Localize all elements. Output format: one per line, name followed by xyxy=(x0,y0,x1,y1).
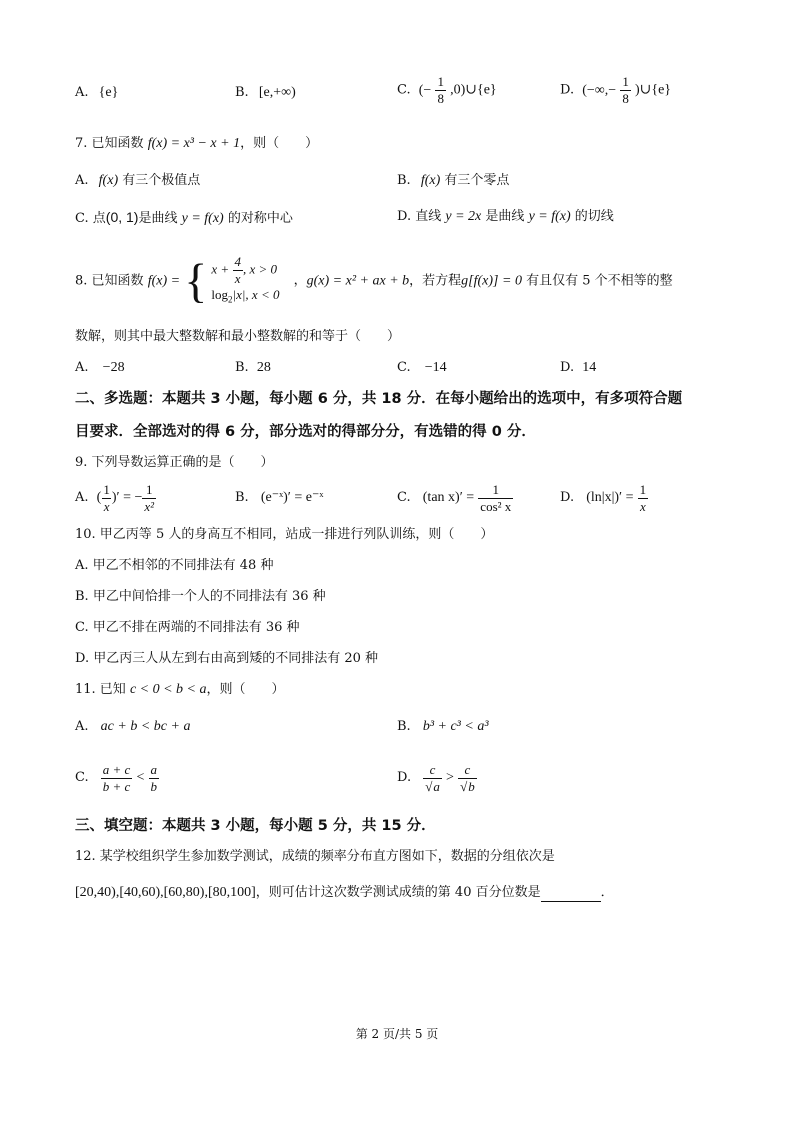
option-text: 是曲线 xyxy=(485,209,525,224)
case-1 xyxy=(211,254,279,286)
q10-option-a: A. 甲乙不相邻的不同排法有 48 种 xyxy=(75,558,274,573)
option-label: C. xyxy=(397,490,411,505)
fraction-denominator: b + c xyxy=(102,778,131,794)
section-3-heading: 三、填空题：本题共 3 小题，每小题 5 分，共 15 分． xyxy=(75,818,436,834)
fraction-numerator: a + c xyxy=(102,761,131,777)
option-label: B. xyxy=(397,173,411,188)
option-label: D. xyxy=(397,770,412,785)
q7-stem xyxy=(75,135,318,153)
gx-def: g(x) = x² + ax + b xyxy=(306,273,410,289)
fraction xyxy=(435,74,446,107)
q11-stem xyxy=(75,681,285,699)
option-point: (0, 1) xyxy=(105,209,139,225)
option-expr-pre: (− xyxy=(418,82,432,98)
option-label: A. xyxy=(75,490,89,505)
answer-blank[interactable] xyxy=(541,887,601,902)
option-text: 的对称中心 xyxy=(227,211,293,226)
case-2-rest: |x|, x < 0 xyxy=(232,287,280,302)
option-expr-pre: (−∞,− xyxy=(582,82,617,98)
fraction-denominator: 8 xyxy=(437,91,444,106)
q10-stem: 10. 甲乙丙等 5 人的身高互不相同，站成一排进行列队训练，则（ ） xyxy=(75,527,494,542)
option-text: 点 xyxy=(92,211,106,226)
option-text: 有三个零点 xyxy=(444,173,510,188)
q6-option-a xyxy=(75,84,118,102)
option-text: 是曲线 xyxy=(138,211,178,226)
q7-option-a xyxy=(75,172,200,190)
fraction-numerator: 1 xyxy=(103,481,110,497)
option-math: f(x) xyxy=(420,173,441,188)
option-label: A. xyxy=(75,173,89,188)
piecewise-cases xyxy=(211,254,279,309)
fraction-numerator: a xyxy=(150,761,157,777)
fraction-denominator: x xyxy=(640,498,646,514)
option-math: ac + b < bc + a xyxy=(100,719,191,734)
option-math: y = f(x) xyxy=(528,209,571,224)
option-op: < xyxy=(136,770,145,785)
fraction xyxy=(142,482,156,515)
q8-option-d xyxy=(560,359,596,377)
option-label: A. xyxy=(75,719,89,734)
option-expr: (tan x)′ = xyxy=(422,490,475,505)
option-label: C. xyxy=(397,82,411,98)
option-expr-post: ,0)∪{e} xyxy=(450,82,497,98)
q8-option-c xyxy=(397,359,447,377)
case-2-sub: 2 xyxy=(228,294,233,305)
option-label: A. xyxy=(75,360,89,375)
fx-label: f(x) = xyxy=(147,273,181,289)
stem-math: c < 0 < b < a xyxy=(129,682,207,697)
option-label: D. xyxy=(560,360,575,375)
option-math: y = 2x xyxy=(445,209,482,224)
fraction-numerator: 4 xyxy=(234,254,241,269)
fraction-numerator: 1 xyxy=(639,481,647,497)
q12-stem-line2 xyxy=(75,884,614,902)
sqrt-radicand: a xyxy=(433,778,440,794)
q8-stem-line2: 数解，则其中最大整数解和最小整数解的和等于（ ） xyxy=(75,329,401,344)
option-text: 有三个极值点 xyxy=(122,173,201,188)
option-label: C. xyxy=(75,211,89,226)
option-expr: {e} xyxy=(98,85,119,100)
fraction xyxy=(638,482,649,515)
option-value: 14 xyxy=(582,360,597,375)
option-math: b³ + c³ < a³ xyxy=(422,719,489,734)
fraction xyxy=(101,482,112,515)
fraction-numerator: 1 xyxy=(622,74,629,89)
option-op: > xyxy=(446,770,454,785)
stem-text: ，则可估计这次数学测试成绩的第 40 百分位数是 xyxy=(255,885,541,900)
option-label: C. xyxy=(75,770,89,785)
option-label: D. xyxy=(560,82,575,98)
option-expr-post: )∪{e} xyxy=(634,82,671,98)
option-label: B. xyxy=(235,360,249,375)
q11-option-a xyxy=(75,718,190,736)
q10-option-d: D. 甲乙丙三人从左到右由高到矮的不同排法有 20 种 xyxy=(75,651,379,666)
fraction-numerator: 1 xyxy=(145,481,153,497)
fraction xyxy=(101,762,133,795)
stem-text: 11. 已知 xyxy=(75,682,126,697)
fraction-numerator: c xyxy=(429,761,436,777)
stem-suffix: ，则（ ） xyxy=(206,682,285,697)
section-2-heading-line2: 目要求．全部选对的得 6 分，部分选对的得部分分，有选错的得 0 分． xyxy=(75,424,536,440)
fraction-numerator: 1 xyxy=(492,481,500,497)
q7-option-d xyxy=(397,208,614,226)
piecewise-brace: { xyxy=(184,254,208,308)
fraction-denominator: x xyxy=(234,271,241,286)
sqrt-radicand: b xyxy=(468,778,475,794)
option-expr: [e,+∞) xyxy=(258,85,296,100)
case-2-log: log xyxy=(211,287,229,302)
option-expr: (e⁻ˣ)′ = e⁻ˣ xyxy=(260,490,324,505)
q7-option-c xyxy=(75,208,293,228)
stem-math: f(x) = x³ − x + 1 xyxy=(147,136,241,151)
case-2 xyxy=(211,286,279,309)
fraction xyxy=(423,762,442,795)
option-expr: (ln|x|)′ = xyxy=(586,490,634,505)
option-label: C. xyxy=(397,360,411,375)
option-text: 的切线 xyxy=(574,209,614,224)
fraction-denominator: √b xyxy=(460,778,475,794)
fraction-numerator: c xyxy=(464,761,471,777)
stem-text: 有且仅有 5 个不相等的整 xyxy=(526,273,673,289)
q11-option-c xyxy=(75,760,159,797)
q10-option-c: C. 甲乙不排在两端的不同排法有 36 种 xyxy=(75,620,300,635)
fraction-denominator: cos² x xyxy=(480,498,512,514)
fraction xyxy=(149,762,160,795)
q8-stem: 8. 已知函数 f(x) = { x + $\frac{4}{x}$ , x > 0 $\log_2|x|$, x < 0 ，g(x) = x² + ax + b，若方程g[f(x)] = 0 有且仅有 5 个不相等的整 xyxy=(75,254,673,308)
fraction-numerator: 1 xyxy=(437,74,444,89)
case-1-cond: , x > 0 xyxy=(242,261,277,277)
q7-option-b xyxy=(397,172,509,190)
q9-option-d xyxy=(560,480,648,517)
q11-option-d xyxy=(397,760,477,797)
fraction-denominator: 8 xyxy=(622,91,629,106)
q9-option-a: A. ( $\frac{1}{x}$ )′ = − $\frac{1}{\text{x²}}$ xyxy=(75,481,155,514)
fraction-denominator: x xyxy=(103,498,110,514)
option-value: 28 xyxy=(256,360,271,375)
stem-suffix: ，则（ ） xyxy=(240,136,319,151)
option-text: 直线 xyxy=(415,209,442,224)
stem-text: 7. 已知函数 xyxy=(75,136,144,151)
q6-option-c xyxy=(397,74,497,107)
q8-option-b xyxy=(235,359,271,377)
q9-option-b xyxy=(235,489,323,507)
q6-option-d xyxy=(560,74,671,107)
stem-text: 8. 已知函数 xyxy=(75,273,144,289)
option-label: B. xyxy=(235,490,249,505)
stem-text: ，若方程 xyxy=(409,273,462,289)
option-math: y = f(x) xyxy=(181,211,224,226)
option-label: D. xyxy=(560,490,575,505)
q9-stem: 9. 下列导数运算正确的是（ ） xyxy=(75,455,274,470)
page-footer: 第 2 页/共 5 页 xyxy=(355,1027,439,1041)
stem-end: ． xyxy=(600,885,614,900)
option-value: −14 xyxy=(424,360,447,375)
section-2-heading-line1: 二、多选题：本题共 3 小题，每小题 6 分，共 18 分．在每小题给出的选项中，有多项符合题 xyxy=(75,391,683,407)
fraction xyxy=(478,482,513,515)
option-label: D. xyxy=(397,209,412,224)
option-label: A. xyxy=(75,85,89,100)
option-expr: )′ = − xyxy=(111,490,143,505)
fraction-denominator: x² xyxy=(144,498,155,514)
q11-option-b xyxy=(397,718,489,736)
option-value: −28 xyxy=(102,360,125,375)
fraction xyxy=(232,254,243,287)
fraction-denominator: b xyxy=(150,778,157,794)
fraction xyxy=(458,762,477,795)
q8-option-a xyxy=(75,359,125,377)
option-label: B. xyxy=(397,719,411,734)
q6-option-b xyxy=(235,84,296,102)
q10-option-b: B. 甲乙中间恰排一个人的不同排法有 36 种 xyxy=(75,589,326,604)
q12-stem-line1: 12. 某学校组织学生参加数学测试，成绩的频率分布直方图如下，数据的分组依次是 xyxy=(75,849,555,864)
q9-option-c xyxy=(397,480,513,517)
fraction-denominator: √a xyxy=(425,778,440,794)
case-1-pre: x + xyxy=(211,261,230,277)
fraction xyxy=(620,74,631,107)
option-math: f(x) xyxy=(98,173,119,188)
equation: g[f(x)] = 0 xyxy=(461,273,522,289)
q12-intervals: [20,40),[40,60),[60,80),[80,100] xyxy=(75,885,256,900)
option-label: B. xyxy=(235,85,249,100)
